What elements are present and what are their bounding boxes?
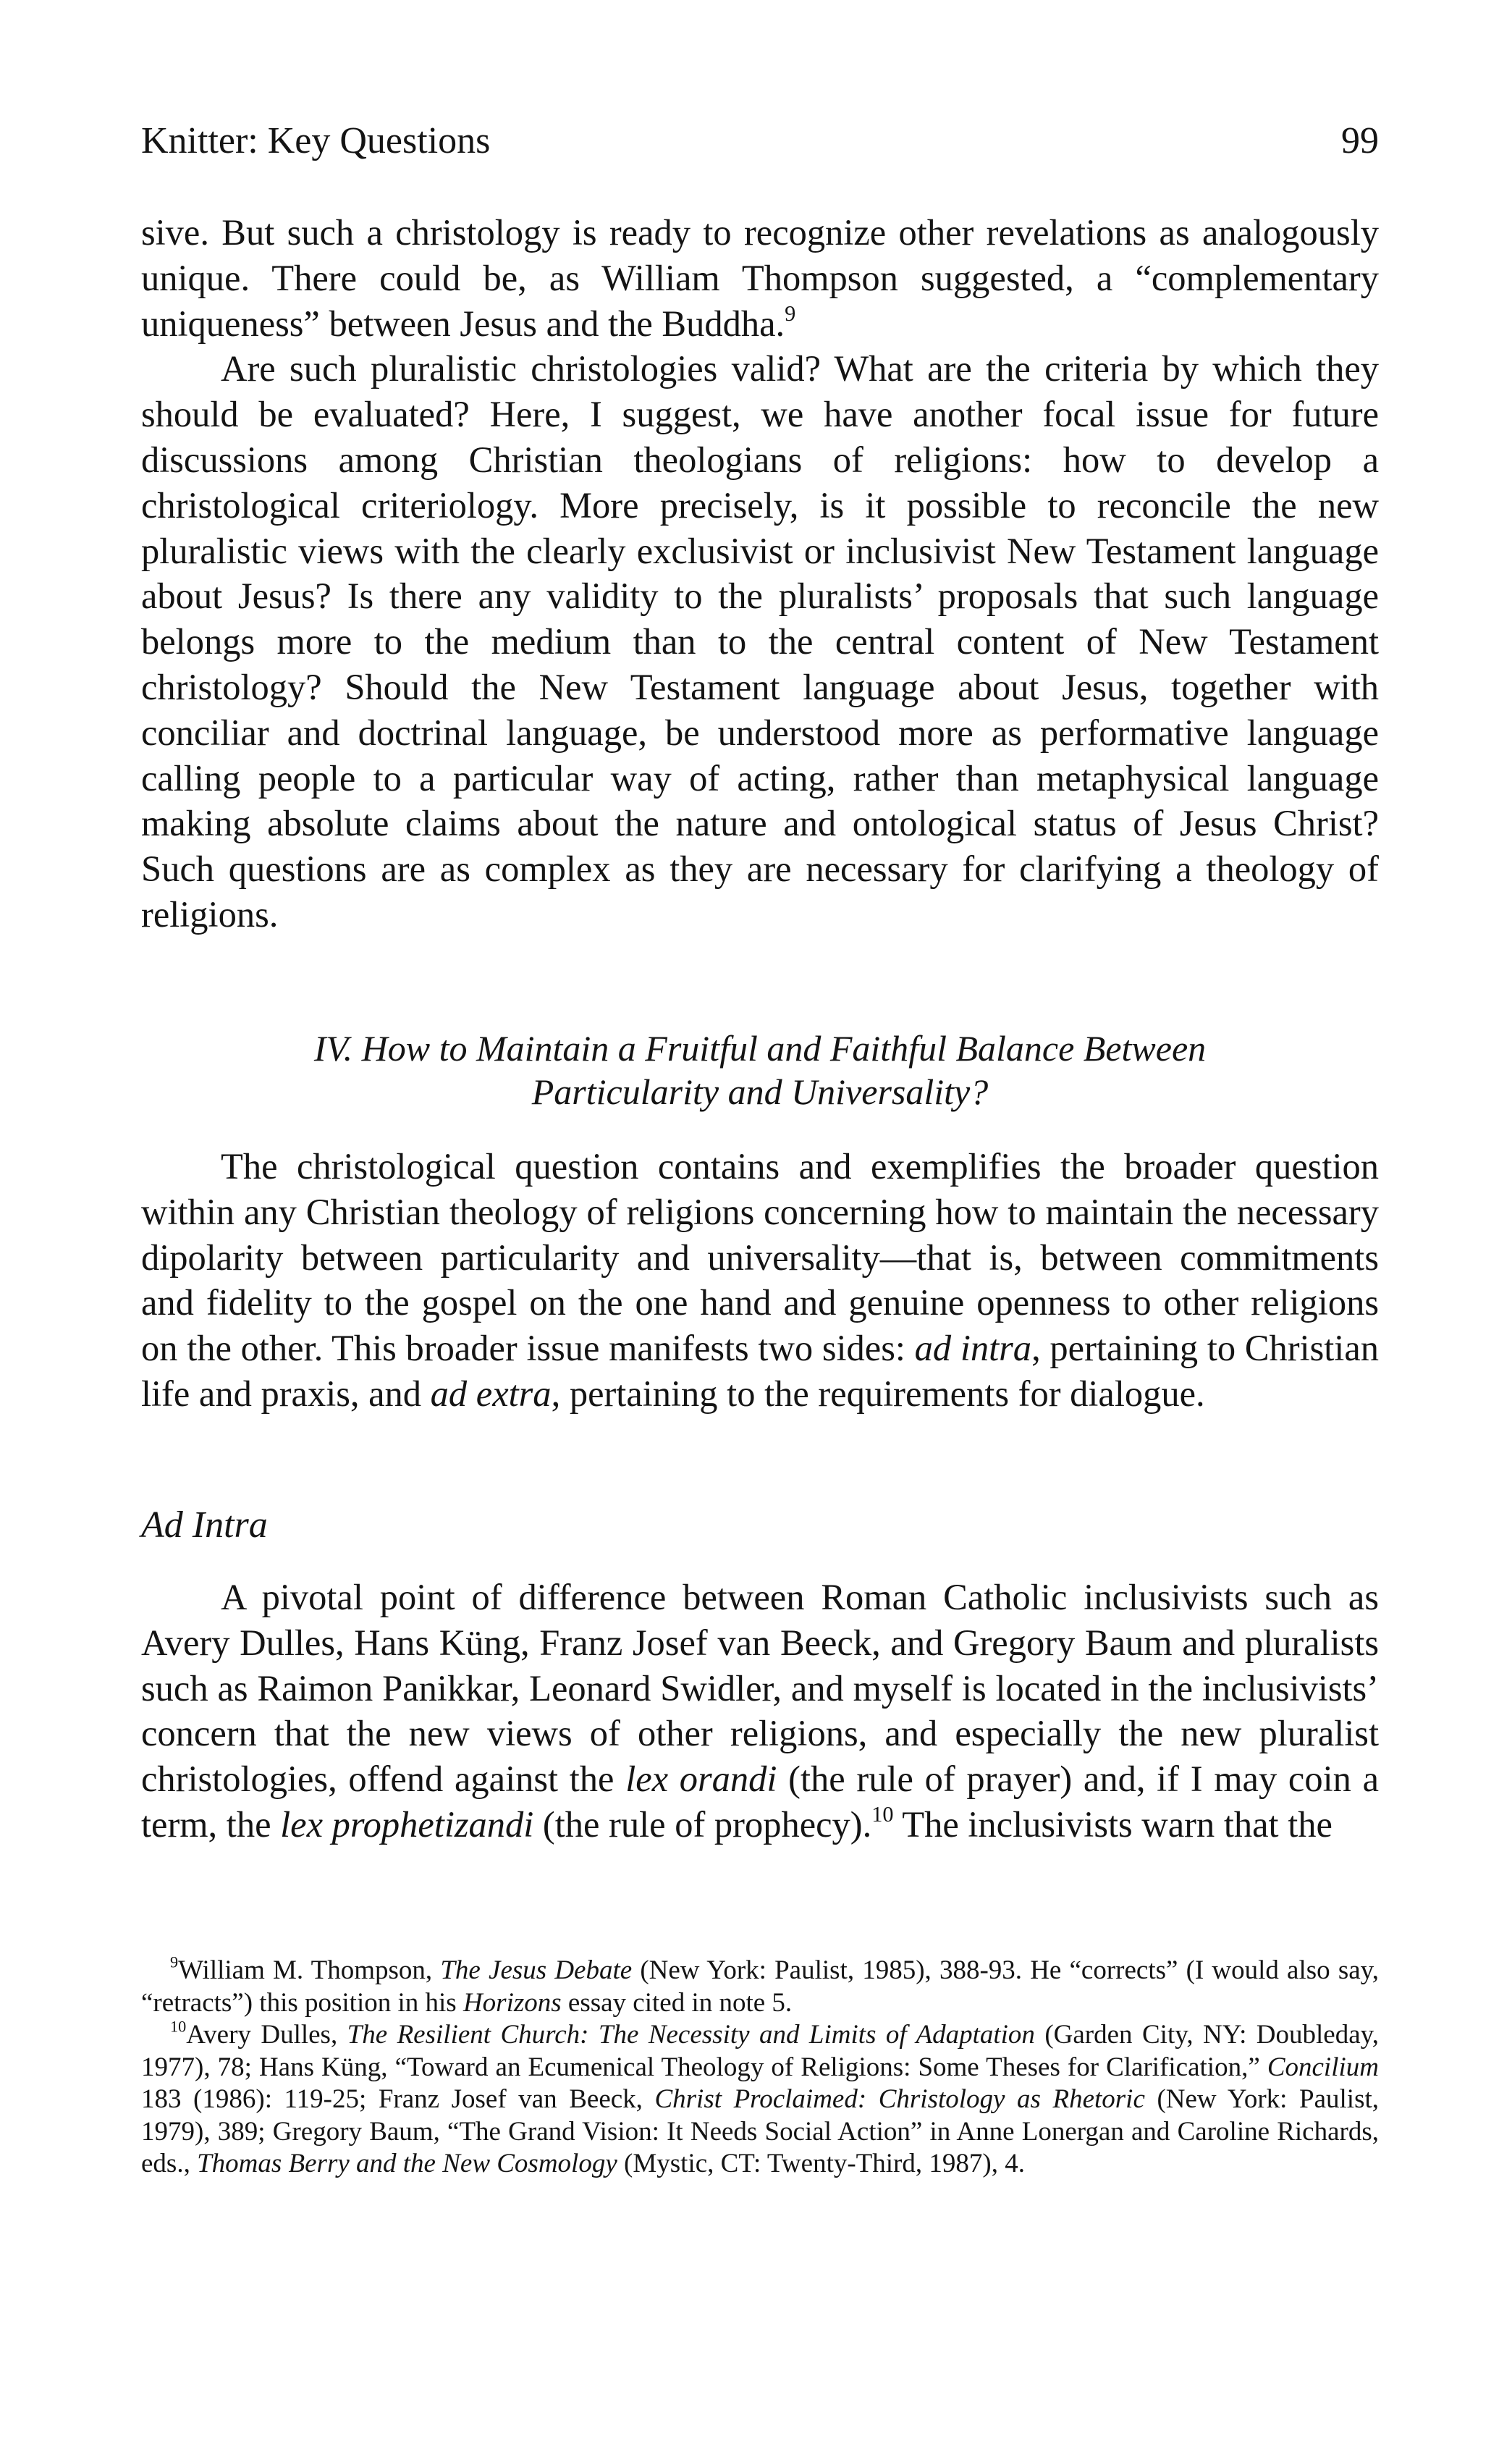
paragraph-christologies: Are such pluralistic christologies valid? What are the criteria by which they should be evaluated? Here, I suggest, we have another focal issue for future discussions among Christian theologians of religions: how to develop a christological criteriology. More precisely, is it possible to reconcile the new pluralistic views with the clearly exclusivist or inclusivist New Testament language about Jesus? Is there any validity to the pluralists’ proposals that such language belongs more to the medium than to the central content of New Testament christology? Should the New Testament language about Jesus, together with conciliar and doctrinal language, be understood more as performative language calling people to a particular way of acting, rather than metaphysical language making absolute claims about the nature and ontological status of Jesus Christ? Such questions are as complex as they are necessary for clarifying a theology of religions. xyxy=(141,348,1379,935)
footnote-title: The Resilient Church: The Necessity and Limits of Adaptation xyxy=(347,2020,1035,2050)
footnote-text: (Mystic, CT: Twenty-Third, 1987), 4. xyxy=(617,2149,1025,2178)
paragraph-text: (the rule of prophecy). xyxy=(533,1803,872,1845)
footnote-text: 183 (1986): 119-25; Franz Josef van Beeck, xyxy=(141,2084,655,2114)
section-heading-iv xyxy=(239,1027,1281,1113)
footnote-text: Avery Dulles, xyxy=(186,2020,347,2050)
paragraph-dipolarity xyxy=(141,1144,1379,1417)
body-text-ad-intra xyxy=(141,1575,1379,1848)
term-ad-extra: ad extra xyxy=(430,1373,552,1414)
term-lex-prophetizandi: lex prophetizandi xyxy=(280,1803,534,1845)
paragraph-text: The christological question contains and exemplifies the broader question within any Christian theology of religions concerning how to maintain the necessary dipolarity between particularity and universality—that is, between commitments and fidelity to the gospel on the one hand and genuine openness to other religions on the other. This broader issue manifests two sides: xyxy=(141,1146,1379,1369)
footnote-text: William M. Thompson, xyxy=(178,1955,441,1985)
paragraph-text: (the rule of prayer) and, if I may coin a term, the xyxy=(141,1759,1379,1845)
footnote-9 xyxy=(141,1955,1379,2019)
footnote-number: 10 xyxy=(170,2017,187,2036)
paragraph-text: The inclusivists warn that the xyxy=(893,1803,1332,1845)
footnote-title: The Jesus Debate xyxy=(440,1955,633,1985)
running-header xyxy=(141,116,1379,167)
term-lex-orandi: lex orandi xyxy=(625,1759,777,1800)
page-number: 99 xyxy=(1341,120,1379,161)
footnote-ref-9: 9 xyxy=(785,300,796,326)
section-heading-line-2: Particularity and Universality? xyxy=(531,1071,989,1112)
footnote-number: 9 xyxy=(170,1953,179,1971)
paragraph-text: A pivotal point of difference between Roman Catholic inclusivists such as Avery Dulles, Hans Küng, Franz Josef van Beeck, and Gregory Baum and pluralists such as Raimon Panikkar, Leonard Swidler, and myself is located in the inclusivists’ concern that the new views of other religions, and especially the new pluralist christologies, offend against the xyxy=(141,1577,1379,1800)
footnotes xyxy=(141,1955,1379,2181)
footnote-text: (New York: Paulist, 1985), 388-93. He “corrects” (I would also say, “retracts”) this position in his xyxy=(141,1955,1379,2018)
footnote-title: Christ Proclaimed: Christology as Rhetoric xyxy=(654,2084,1145,2114)
footnote-title: Concilium xyxy=(1267,2052,1379,2082)
paragraph-text: sive. But such a christology is ready to recognize other revelations as analogously unique. There could be, as William Thompson suggested, a “complementary uniqueness” between Jesus and the Buddha. xyxy=(141,212,1379,344)
body-text-section-iv xyxy=(141,1144,1379,1417)
footnote-title: Horizons xyxy=(463,1987,562,2018)
subheading-ad-intra: Ad Intra xyxy=(141,1504,268,1546)
footnote-title: Thomas Berry and the New Cosmology xyxy=(197,2149,617,2178)
footnote-text: essay cited in note 5. xyxy=(561,1987,793,2018)
footnote-text: (Garden City, NY: Doubleday, 1977), 78; Hans Küng, “Toward an Ecumenical Theology of Religions: Some Theses for Clarification,” xyxy=(141,2020,1379,2082)
running-title: Knitter: Key Questions xyxy=(141,120,491,161)
paragraph-text: , pertaining to Christian life and praxis, and xyxy=(141,1328,1380,1414)
footnote-text: (New York: Paulist, 1979), 389; Gregory Baum, “The Grand Vision: It Needs Social Action” in Anne Lonergan and Caroline Richards, eds., xyxy=(141,2084,1379,2178)
body-text-top xyxy=(141,210,1379,938)
paragraph-text: , pertaining to the requirements for dialogue. xyxy=(551,1373,1205,1414)
section-heading-line-1: IV. How to Maintain a Fruitful and Faithful Balance Between xyxy=(313,1028,1207,1069)
term-ad-intra: ad intra xyxy=(914,1328,1032,1369)
paragraph-inclusivists xyxy=(141,1575,1379,1848)
footnote-10 xyxy=(141,2019,1379,2181)
paragraph-continuation xyxy=(141,210,1379,346)
footnote-ref-10: 10 xyxy=(871,1801,894,1827)
